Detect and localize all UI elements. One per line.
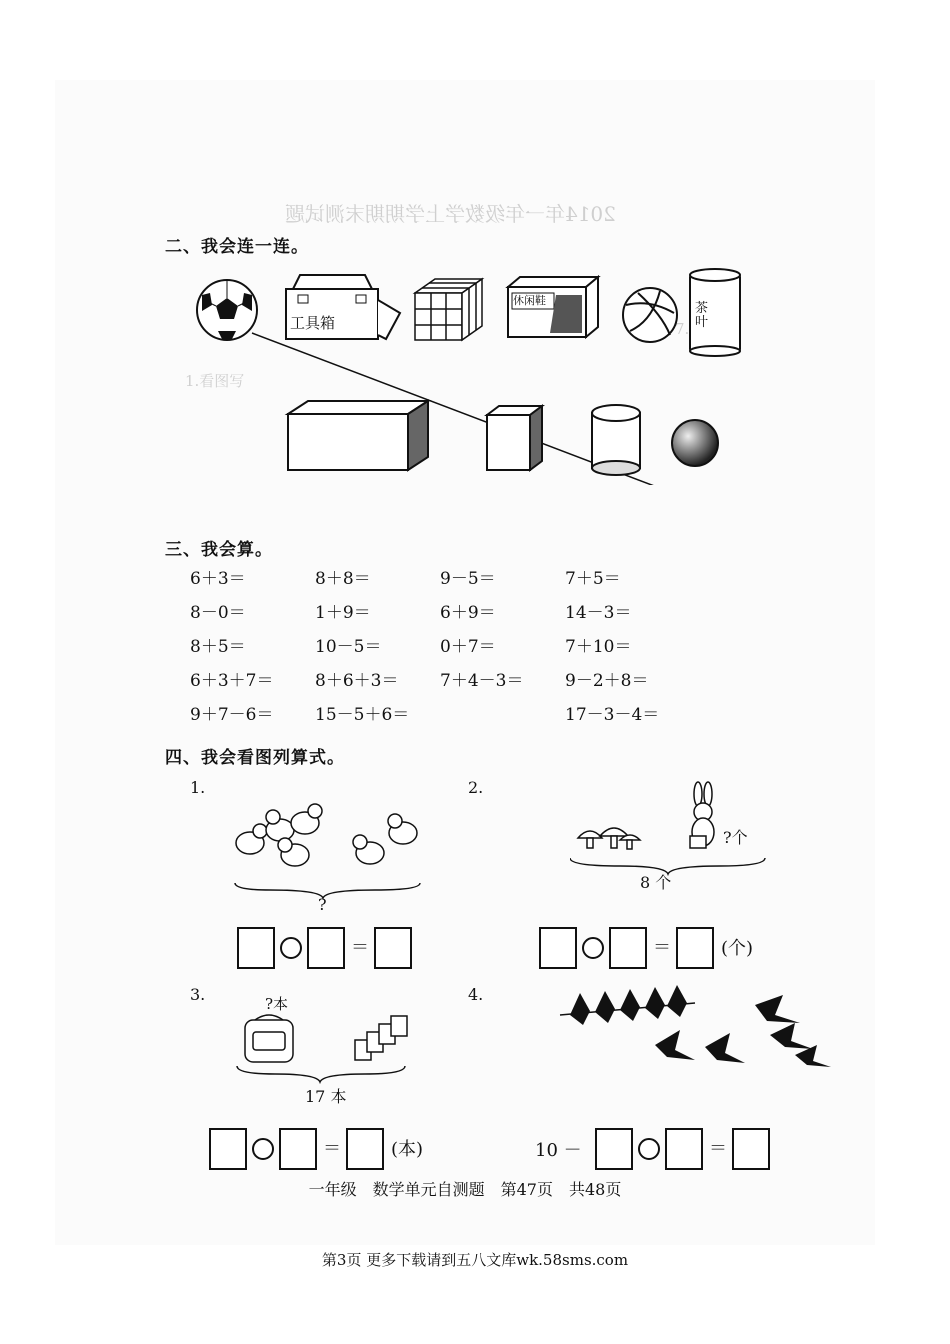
- question-4-number: 4.: [468, 985, 484, 1004]
- calc-problem: 7＋10＝: [565, 637, 632, 657]
- calc-problem: 0＋7＝: [440, 637, 496, 657]
- question-2-unknown: ?个: [723, 828, 748, 847]
- answer-box[interactable]: [732, 1128, 770, 1170]
- calc-problem: 14－3＝: [565, 603, 632, 623]
- unit-label: (个): [721, 938, 754, 959]
- operator-circle[interactable]: [582, 937, 604, 959]
- swallows-picture: [555, 975, 835, 1085]
- schoolbag-books-picture: [235, 1010, 415, 1085]
- section-4-title: 四、我会看图列算式。: [165, 748, 345, 768]
- section-3-title: 三、我会算。: [165, 540, 273, 560]
- cuboid-shape-icon: [288, 401, 428, 470]
- swallow-icon: [570, 985, 831, 1067]
- question-3-number: 3.: [190, 985, 206, 1004]
- bleed-through-text: 2014年一年级数学上学期期末测试题: [285, 202, 616, 226]
- answer-box[interactable]: [237, 927, 275, 969]
- question-4-start: 10 －: [535, 1140, 582, 1161]
- rabbit-icon: [690, 782, 714, 848]
- answer-box[interactable]: [346, 1128, 384, 1170]
- shoebox-label: 休闲鞋: [513, 294, 546, 307]
- question-3-total: 17 本: [305, 1087, 347, 1106]
- brace-icon: [237, 1066, 405, 1082]
- answer-box[interactable]: [665, 1128, 703, 1170]
- answer-box[interactable]: [307, 927, 345, 969]
- sphere-shape-icon: [672, 420, 718, 466]
- soccer-ball-icon: [197, 280, 257, 340]
- tea-label: 茶叶: [695, 301, 709, 330]
- calc-problem: 17－3－4＝: [565, 705, 660, 725]
- question-1-number: 1.: [190, 778, 206, 797]
- equals-sign: ＝: [653, 937, 671, 958]
- bleed-through-text: 1.看图写: [185, 372, 245, 390]
- calc-problem: 8＋5＝: [190, 637, 246, 657]
- question-1-unknown: ?: [318, 895, 327, 914]
- calc-problem: 8＋8＝: [315, 569, 371, 589]
- download-note: 第3页 更多下载请到五八文库wk.58sms.com: [321, 1251, 629, 1269]
- unit-label: (本): [391, 1139, 424, 1160]
- calc-problem: 6＋9＝: [440, 603, 496, 623]
- cube-puzzle-icon: [415, 279, 482, 340]
- bleed-through-text: 7.: [675, 320, 690, 338]
- cylinder-shape-icon: [592, 405, 640, 475]
- page-footer: 一年级 数学单元自测题 第47页 共48页: [308, 1180, 622, 1199]
- volleyball-icon: [623, 288, 677, 342]
- answer-box[interactable]: [676, 927, 714, 969]
- answer-box[interactable]: [595, 1128, 633, 1170]
- calc-problem: 8＋6＋3＝: [315, 671, 399, 691]
- calc-problem: 1＋9＝: [315, 603, 371, 623]
- answer-box[interactable]: [209, 1128, 247, 1170]
- answer-box[interactable]: [374, 927, 412, 969]
- calc-problem: 6＋3＝: [190, 569, 246, 589]
- question-2-number: 2.: [468, 778, 484, 797]
- chicks-picture: [225, 795, 435, 905]
- books-icon: [355, 1016, 407, 1060]
- cube-shape-icon: [487, 406, 542, 470]
- calc-problem: 7＋5＝: [565, 569, 621, 589]
- toolbox-label: 工具箱: [290, 314, 336, 332]
- equals-sign: ＝: [351, 937, 369, 958]
- calc-problem: 9－5＝: [440, 569, 496, 589]
- equals-sign: ＝: [323, 1138, 341, 1159]
- question-3-unknown: ?本: [265, 995, 289, 1013]
- worksheet-page: [55, 80, 875, 1245]
- section-2-title: 二、我会连一连。: [165, 237, 309, 257]
- calc-problem: 7＋4－3＝: [440, 671, 524, 691]
- brace-icon: [235, 883, 420, 898]
- calc-problem: 15－5＋6＝: [315, 705, 410, 725]
- operator-circle[interactable]: [638, 1138, 660, 1160]
- answer-box[interactable]: [279, 1128, 317, 1170]
- operator-circle[interactable]: [252, 1138, 274, 1160]
- schoolbag-icon: [245, 1015, 293, 1062]
- chick-icon: [236, 804, 417, 866]
- answer-box[interactable]: [609, 927, 647, 969]
- operator-circle[interactable]: [280, 937, 302, 959]
- calc-problem: 8－0＝: [190, 603, 246, 623]
- calc-problem: 6＋3＋7＝: [190, 671, 274, 691]
- answer-box[interactable]: [539, 927, 577, 969]
- question-2-total: 8 个: [640, 873, 672, 892]
- calc-problem: 9＋7－6＝: [190, 705, 274, 725]
- calc-problem: 10－5＝: [315, 637, 382, 657]
- mushroom-icon: [578, 828, 640, 849]
- equals-sign: ＝: [709, 1138, 727, 1159]
- calc-problem: 9－2＋8＝: [565, 671, 649, 691]
- matching-pictures: [190, 265, 750, 485]
